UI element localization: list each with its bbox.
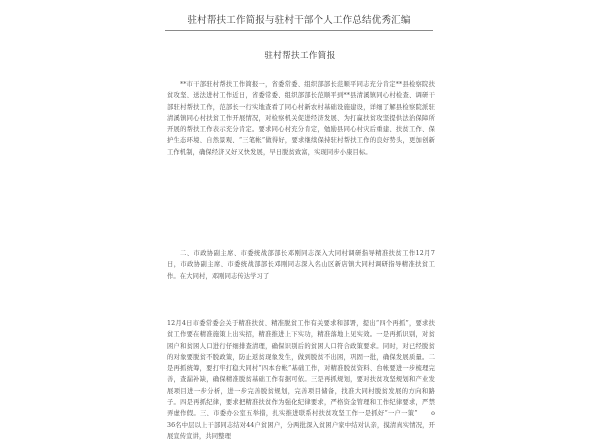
paragraph-text: **市干部驻村帮扶工作简报一，省委常委、组织部部长范顺平同志充分肯定**县检察院扶贫攻坚、送法进村工作近日，省委常委、组织部部长范顺平到**县清溪镇同心村检查、调研干部驻村帮扶工作，范部长一行实地查看了同心村新农村基础设施建设，详细了解县检察院派驻清溪镇同心村扶贫工作开展情况，对检察机关促进经济发展、为打赢扶贫攻坚提供法治保障所开展的帮扶工作表示充分肯定。要求同心村充分肯定，勉励县同心村灾后重建、扶贫工作、保护生态环境、自然景观、“三笔帐”做得好，要求继续保持驻村帮扶工作的良好势头，更加创新工作机制，确保经济又好又快发展，早日脱贫致富，实现同步小康目标。 xyxy=(167,81,435,156)
document-title: 驻村帮扶工作简报 xyxy=(264,51,336,61)
document-header: 驻村帮扶工作简报与驻村干部个人工作总结优秀汇编 xyxy=(165,12,433,31)
paragraph-3 xyxy=(167,318,448,442)
paragraph-2 xyxy=(167,248,435,282)
paragraph-1 xyxy=(167,79,435,158)
paragraph-text: 二、市政协副主席、市委统战部部长邓刚同志深入大同村调研指导精准扶贫工作12月7日，市政协副主席、市委统战部部长邓刚同志深入名山区新店镇大同村调研指导精准扶贫工作。在大同村，邓刚同志传达学习了 xyxy=(167,250,435,280)
paragraph-text: 12月4日市委常委会关于精准扶贫、精准脱贫工作有关要求和部署，提出“四个再抓”，要求扶贫工作要在精准施策上出实招，精准推进上下实功，精准落地上见实效。一是再抓识别，对贫困户和贫困人口进行仔细排查清理，确保识别后的贫困人口符合政策要求。同时，对已经脱贫的对象要脱贫不脱政策，防止返贫现象发生，做到脱贫不出困，巩固一批，确保发展质量。二是再抓统筹，要打牢打稳大同村“四本台帐”基础工作，对精准脱贫资料、台帐要进一步梳理完善，查漏补缺，确保精准脱贫基础工作有据可依。三是再抓规划，要对扶贫攻坚规划和产业发展项目进一步分析，进一步完善脱贫规划，完善项目储备，找准大同村脱贫发展的方向和路子。四是再抓纪律，要求把精准扶贫作为强化纪律要求，严格资金管理和工作纪律要求，严禁弄虚作假。三、市委办公室五举措，扎实推进联系村扶贫攻坚工作一是抓好“一户一策” o 36名中层以上干部同志结对44户贫困户，分两批深入贫困户家中结对认亲，摸清真实情况，开展宣传宣讲，共同整理 xyxy=(167,320,448,440)
